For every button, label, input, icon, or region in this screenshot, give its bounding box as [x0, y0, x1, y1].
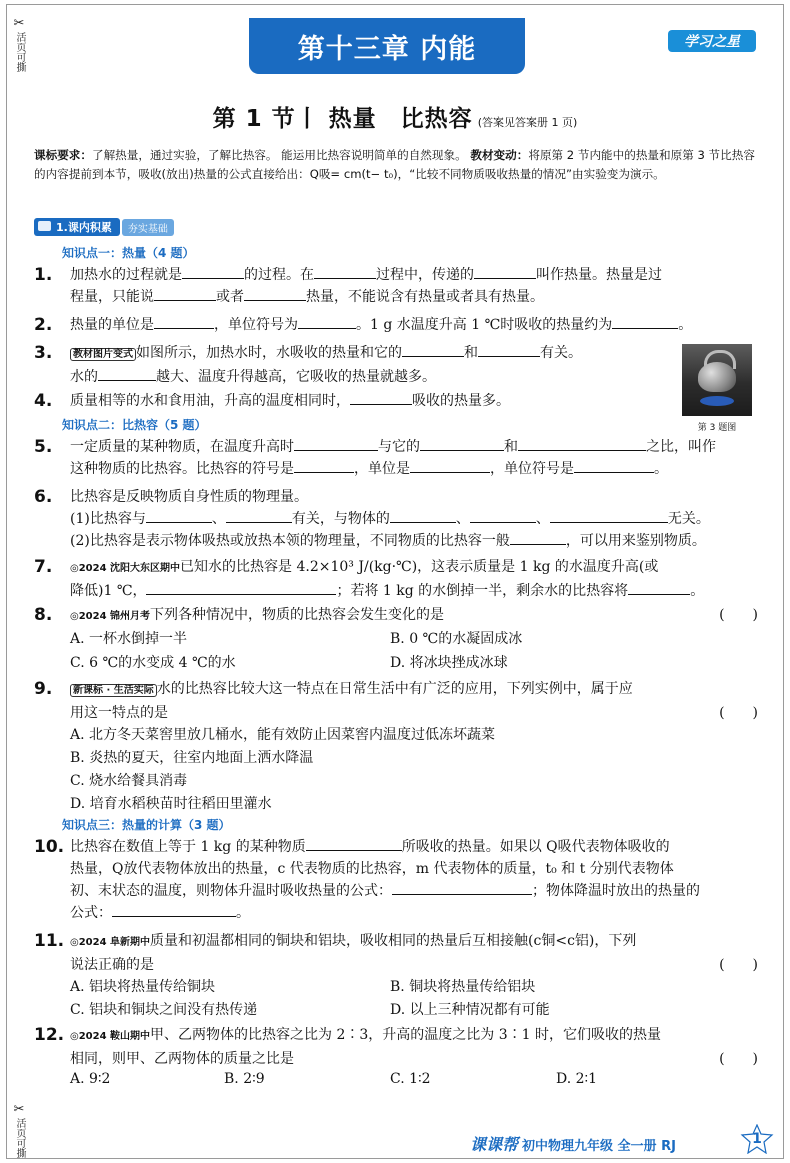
option-b[interactable]: B. 2∶9	[224, 1071, 265, 1087]
question-9	[34, 678, 764, 724]
module-title: 1.课内积累	[34, 218, 120, 236]
question-12	[34, 1024, 764, 1070]
option-a[interactable]: A. 铝块将热量传给铜块	[70, 979, 216, 995]
knowledge-point-1: 知识点一：热量（4 题）	[62, 246, 195, 260]
question-number: 12.	[34, 1025, 65, 1045]
question-source: ◎2024 鞍山期中	[70, 1031, 151, 1042]
module-subtitle: 夯实基础	[122, 219, 174, 236]
page-number: 1	[752, 1131, 762, 1147]
q-text: 热量，不能说含有热量或者具有热量。	[306, 289, 544, 305]
q-text: ，单位是	[354, 461, 410, 477]
section-title: 第 1 节丨 热量 比热容	[212, 106, 473, 132]
answer-blank[interactable]	[420, 436, 504, 451]
option-a[interactable]: A. 一杯水倒掉一半	[70, 631, 188, 647]
q-text: 用这一特点的是	[70, 705, 168, 721]
answer-blank[interactable]	[478, 342, 540, 357]
answer-blank[interactable]	[574, 458, 654, 473]
q-text: 有关。	[540, 345, 582, 361]
q-text: 所吸收的热量。如果以 Q吸代表物体吸收的	[401, 839, 670, 855]
answer-blank[interactable]	[298, 314, 356, 329]
module-tag	[34, 218, 174, 236]
q-text: 质量和初温都相同的铜块和铝块，吸收相同的热量后互相接触(c铜<c铝)，下列	[150, 933, 637, 949]
brand-logo	[668, 30, 756, 52]
q-text: 之比，叫作	[646, 439, 716, 455]
question-source: ◎2024 阜新期中	[70, 937, 151, 948]
q-text: ；若将 1 kg 的水倒掉一半，剩余水的比热容将	[336, 583, 629, 599]
option-b[interactable]: B. 炎热的夏天，往室内地面上洒水降温	[70, 750, 314, 766]
question-number: 11.	[34, 931, 65, 951]
answer-blank[interactable]	[154, 314, 214, 329]
q-text: 比热容是反映物质自身性质的物理量。	[70, 489, 308, 505]
q-text: 或者	[216, 289, 244, 305]
answer-blank[interactable]	[518, 436, 646, 451]
option-d[interactable]: D. 以上三种情况都有可能	[390, 1002, 550, 1018]
answer-blank[interactable]	[550, 508, 668, 523]
option-b[interactable]: B. 0 ℃的水凝固成冰	[390, 631, 523, 647]
tear-off-hint-bottom	[12, 1104, 26, 1162]
q-text: 热量的单位是	[70, 317, 154, 333]
q-text: 过程中，传递的	[376, 267, 474, 283]
tear-off-hint-top	[12, 18, 26, 76]
change-text: 将原第 2 节内能中的热量和原第 3 节比热容的内容提前到本节，吸收(放出)热量的公式直接给出：Q吸= cm(t− t₀)，“比较不同物质吸收热量的情况”由实验变为演示。	[34, 148, 755, 181]
answer-blank[interactable]	[112, 902, 236, 917]
change-label: 教材变动：	[470, 148, 529, 162]
q-text: 一定质量的某种物质，在温度升高时	[70, 439, 294, 455]
q-text: 如图所示，加热水时，水吸收的热量和它的	[136, 345, 402, 361]
answer-blank[interactable]	[306, 836, 402, 851]
q-text: 水的比热容比较大这一特点在日常生活中有广泛的应用，下列实例中，属于应	[156, 681, 633, 697]
q-text: 公式：	[70, 905, 112, 921]
q-text: 相同，则甲、乙两物体的质量之比是	[70, 1051, 294, 1067]
question-number: 5.	[34, 437, 53, 457]
knowledge-point-2: 知识点二：比热容（5 题）	[62, 418, 207, 432]
q-text: (2)比热容是表示物体吸热或放热本领的物理量，不同物质的比热容一般	[70, 533, 510, 549]
q-text: 与它的	[378, 439, 420, 455]
q-text: 。1 g 水温度升高 1 ℃时吸收的热量约为	[356, 317, 613, 333]
scissors-icon: ✂	[13, 1102, 25, 1117]
option-d[interactable]: D. 2∶1	[556, 1071, 598, 1087]
question-11	[34, 930, 764, 976]
q-text: 吸收的热量多。	[412, 393, 510, 409]
answer-blank[interactable]	[154, 286, 216, 301]
option-c[interactable]: C. 6 ℃的水变成 4 ℃的水	[70, 655, 236, 671]
question-number: 1.	[34, 265, 53, 285]
q-text: 和	[464, 345, 478, 361]
question-number: 3.	[34, 343, 53, 363]
option-a[interactable]: A. 9∶2	[70, 1071, 111, 1087]
answer-blank[interactable]	[98, 366, 156, 381]
q-text: 热量，Q放代表物体放出的热量，c 代表物质的比热容，m 代表物体的质量，t₀ 和 t 分别代表物体	[70, 861, 674, 877]
option-c[interactable]: C. 1∶2	[390, 1071, 431, 1087]
q-text: 、	[455, 511, 470, 527]
question-number: 9.	[34, 679, 53, 699]
question-number: 7.	[34, 557, 53, 577]
question-3	[34, 342, 684, 388]
answer-blank[interactable]	[392, 880, 532, 895]
requirement-label: 课标要求：	[34, 148, 92, 162]
answer-blank[interactable]	[146, 508, 212, 523]
answer-blank[interactable]	[182, 264, 244, 279]
q-text: 、	[535, 511, 550, 527]
question-8	[34, 604, 764, 628]
question-number: 10.	[34, 837, 65, 857]
section-heading	[0, 100, 790, 133]
question-4	[34, 390, 684, 412]
textbook-variant-tag: 教材图片变式	[70, 348, 136, 361]
q-text: 的过程。在	[244, 267, 314, 283]
answer-blank[interactable]	[470, 508, 536, 523]
answer-blank[interactable]	[314, 264, 376, 279]
option-b[interactable]: B. 铜块将热量传给铝块	[390, 979, 536, 995]
option-c[interactable]: C. 烧水给餐具消毒	[70, 773, 188, 789]
q-text: 。	[236, 905, 250, 921]
q-text: 这种物质的比热容。比热容的符号是	[70, 461, 294, 477]
q-text: 降低)1 ℃，	[70, 583, 147, 599]
q-text: ；物体降温时放出的热量的	[532, 883, 700, 899]
footer-brand: 课课帮	[470, 1135, 519, 1154]
q-text: 下列各种情况中，物质的比热容会发生变化的是	[150, 607, 445, 623]
q-text: 质量相等的水和食用油，升高的温度相同时，	[70, 393, 350, 409]
question-5	[34, 436, 764, 480]
q-text: 叫作热量。热量是过	[536, 267, 662, 283]
figure-caption: 第 3 题图	[697, 423, 737, 433]
tear-off-label: 活页可撕	[14, 1118, 25, 1158]
option-a[interactable]: A. 北方冬天菜窖里放几桶水，能有效防止因菜窖内温度过低冻坏蔬菜	[70, 727, 496, 743]
q-text: 甲、乙两物体的比热容之比为 2∶3，升高的温度之比为 3∶1 时，它们吸收的热量	[150, 1027, 662, 1043]
q-text: 、	[211, 511, 226, 527]
answer-blank[interactable]	[226, 508, 292, 523]
chapter-title: 第十三章 内能	[297, 33, 477, 65]
answer-note: (答案见答案册 1 页)	[477, 116, 578, 129]
q-text: 有关，与物体的	[291, 511, 390, 527]
answer-blank[interactable]	[146, 580, 336, 595]
q-text: ，可以用来鉴别物质。	[565, 533, 706, 549]
q-text: 已知水的比热容是 4.2×10³ J/(kg·℃)，这表示质量是 1 kg 的水温度升高(或	[180, 559, 659, 575]
tear-off-label: 活页可撕	[14, 32, 25, 72]
question-10	[34, 836, 764, 924]
q-text: ，单位符号为	[214, 317, 298, 333]
knowledge-point-3: 知识点三：热量的计算（3 题）	[62, 818, 231, 832]
option-c[interactable]: C. 铝块和铜块之间没有热传递	[70, 1002, 258, 1018]
scissors-icon: ✂	[13, 16, 25, 31]
q-text: 。	[654, 461, 668, 477]
answer-blank[interactable]	[350, 390, 412, 405]
answer-blank[interactable]	[510, 530, 566, 545]
q-text: 越大、温度升得越高，它吸收的热量就越多。	[156, 369, 436, 385]
q-text: 加热水的过程就是	[70, 267, 182, 283]
requirement-text: 了解热量，通过实验，了解比热容。 能运用比热容说明简单的自然现象。	[91, 148, 471, 162]
q-text: 初、末状态的温度，则物体升温时吸收热量的公式：	[70, 883, 392, 899]
page-number-badge	[740, 1124, 774, 1154]
answer-blank[interactable]	[294, 458, 354, 473]
q-text: 。	[678, 317, 693, 333]
question-number: 6.	[34, 487, 53, 507]
answer-blank[interactable]	[628, 580, 690, 595]
question-number: 8.	[34, 605, 53, 625]
curriculum-requirement	[34, 146, 756, 184]
q-text: 比热容在数值上等于 1 kg 的某种物质	[70, 839, 306, 855]
answer-blank[interactable]	[410, 458, 490, 473]
question-number: 2.	[34, 315, 53, 335]
q-text: 程量，只能说	[70, 289, 154, 305]
q-text: 。	[690, 583, 705, 599]
answer-bracket[interactable]: ( )	[719, 1051, 758, 1067]
answer-blank[interactable]	[612, 314, 678, 329]
option-d[interactable]: D. 将冰块挫成冰球	[390, 655, 508, 671]
question-source: ◎2024 沈阳大东区期中	[70, 563, 181, 574]
question-6	[34, 486, 764, 552]
kettle-photo	[682, 344, 752, 416]
chapter-banner	[249, 18, 525, 74]
answer-blank[interactable]	[244, 286, 306, 301]
question-1	[34, 264, 764, 308]
answer-bracket[interactable]: ( )	[719, 705, 758, 721]
q-text: 说法正确的是	[70, 957, 154, 973]
q-text: 和	[504, 439, 518, 455]
answer-blank[interactable]	[474, 264, 536, 279]
answer-blank[interactable]	[402, 342, 464, 357]
footer-book-info: 初中物理九年级 全一册 RJ	[522, 1139, 676, 1154]
question-7	[34, 556, 764, 602]
q-text: 无关。	[667, 511, 710, 527]
question-source: ◎2024 锦州月考	[70, 611, 151, 622]
question-number: 4.	[34, 391, 53, 411]
option-d[interactable]: D. 培育水稻秧苗时往稻田里灌水	[70, 796, 272, 812]
new-curriculum-tag: 新课标 · 生活实际	[70, 684, 157, 697]
q-text: ，单位符号是	[490, 461, 574, 477]
footer	[470, 1132, 676, 1155]
q-text: 水的	[70, 369, 98, 385]
answer-bracket[interactable]: ( )	[719, 957, 758, 973]
answer-blank[interactable]	[390, 508, 456, 523]
brand-logo-text: 学习之星	[684, 34, 740, 50]
answer-bracket[interactable]: ( )	[719, 607, 758, 623]
answer-blank[interactable]	[294, 436, 378, 451]
question-2	[34, 314, 764, 336]
q-text: (1)比热容与	[70, 511, 146, 527]
